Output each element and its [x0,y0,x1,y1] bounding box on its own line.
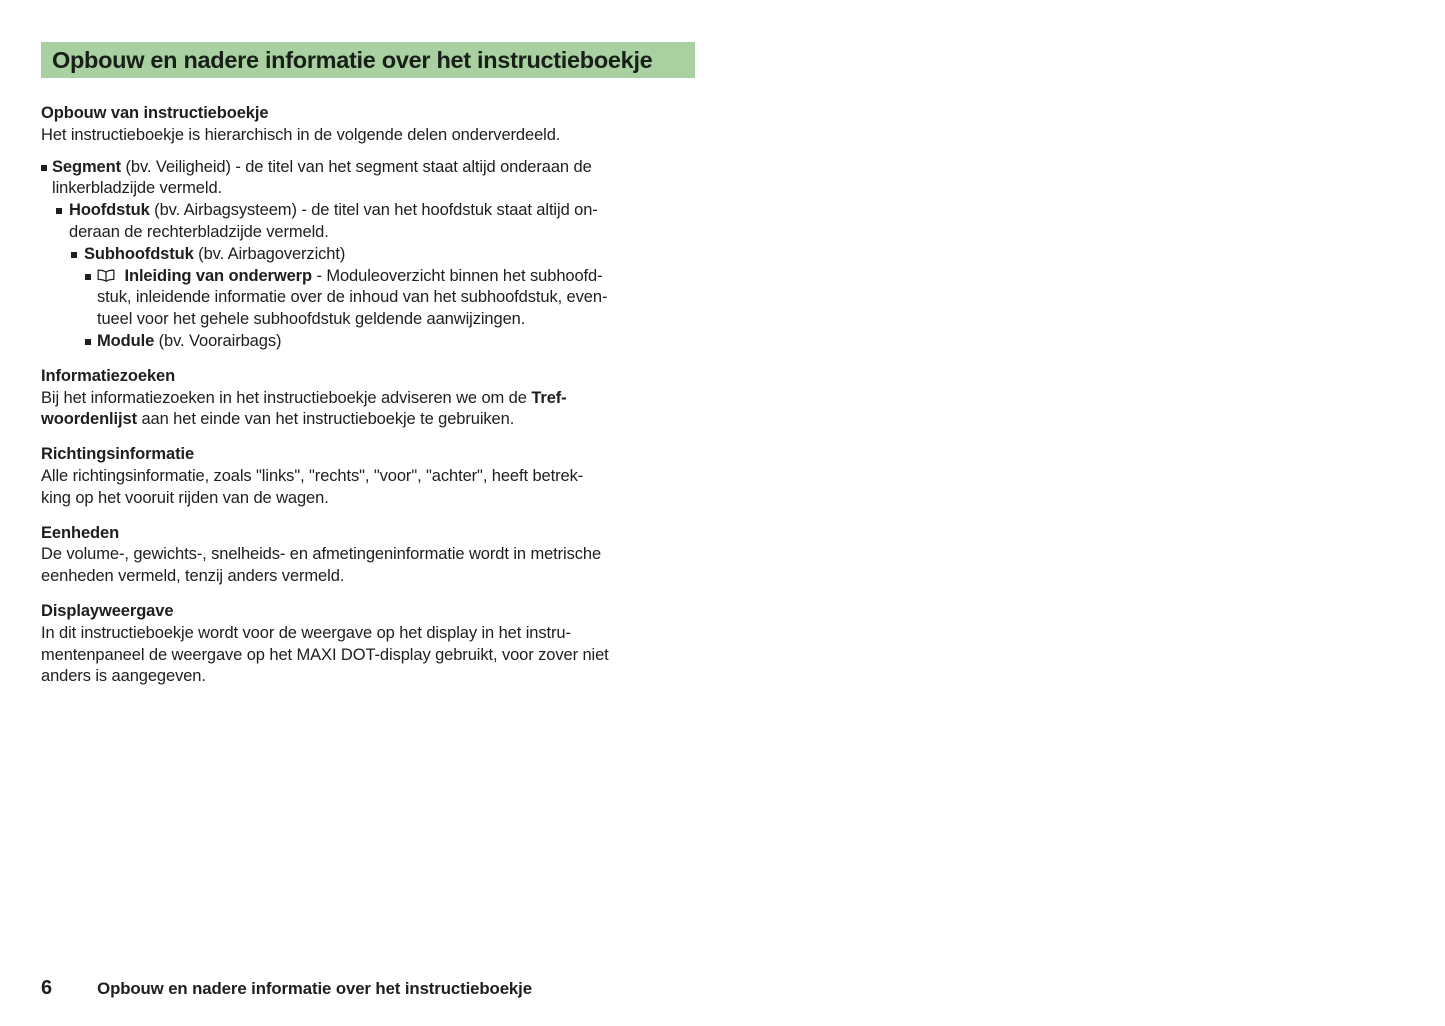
section-heading: Eenheden [41,523,120,542]
list-item-text: Segment (bv. Veiligheid) - de titel van het segment staat altijd onderaan de linkerbladzijde vermeld. [52,157,592,198]
page-number: 6 [41,977,53,999]
hierarchy-list [41,157,703,353]
section-heading: Informatiezoeken [41,366,176,385]
bullet-icon [71,252,77,258]
list-item [85,266,703,331]
section-richtingsinformatie [41,444,703,509]
section-opbouw [41,103,703,147]
list-item-text: Module (bv. Voorairbags) [97,331,282,350]
section-informatiezoeken [41,366,703,431]
section-displayweergave [41,601,703,688]
list-item [85,331,703,353]
section-paragraph: Het instructieboekje is hierarchisch in de volgende delen onderverdeeld. [41,125,561,144]
section-paragraph: De volume-, gewichts-, snelheids- en afmetingeninformatie wordt in metrische eenheden vermeld, tenzij anders vermeld. [41,545,602,586]
list-item-text: Inleiding van onderwerp - Moduleoverzicht binnen het subhoofd- stuk, inleidende informatie over de inhoud van het subhoofdstuk, even- tueel voor het gehele subhoofdstuk geldende aanwijzingen. [97,266,608,329]
section-paragraph: In dit instructieboekje wordt voor de weergave op het display in het instru- mentenpaneel de weergave op het MAXI DOT-display gebruikt, voor zover niet anders is aangegeven. [41,623,609,686]
section-paragraph: Alle richtingsinformatie, zoals "links", "rechts", "voor", "achter", heeft betrek- king op het vooruit rijden van de wagen. [41,466,584,507]
page-footer [41,977,532,1000]
list-item [56,200,703,244]
section-heading: Richtingsinformatie [41,445,195,464]
bullet-icon [85,274,91,280]
list-item [71,244,703,266]
bullet-icon [85,339,91,345]
page-title: Opbouw en nadere informatie over het instructieboekje [52,46,653,73]
open-book-icon [97,269,115,283]
list-item [41,157,703,201]
section-heading: Displayweergave [41,601,174,620]
bullet-icon [56,208,62,214]
page-title-bar [41,42,695,78]
section-heading: Opbouw van instructieboekje [41,104,269,122]
section-eenheden [41,523,703,588]
section-paragraph: Bij het informatiezoeken in het instructieboekje adviseren we om de Tref- woordenlijst aan het einde van het instructieboekje te gebruiken. [41,388,567,429]
list-item-text: Hoofdstuk (bv. Airbagsysteem) - de titel van het hoofdstuk staat altijd on- deraan de rechterbladzijde vermeld. [69,201,598,241]
content-column [41,96,703,688]
bullet-icon [41,165,47,171]
list-item-text: Subhoofdstuk (bv. Airbagoverzicht) [84,244,346,263]
footer-chapter-title: Opbouw en nadere informatie over het instructieboekje [97,979,532,998]
